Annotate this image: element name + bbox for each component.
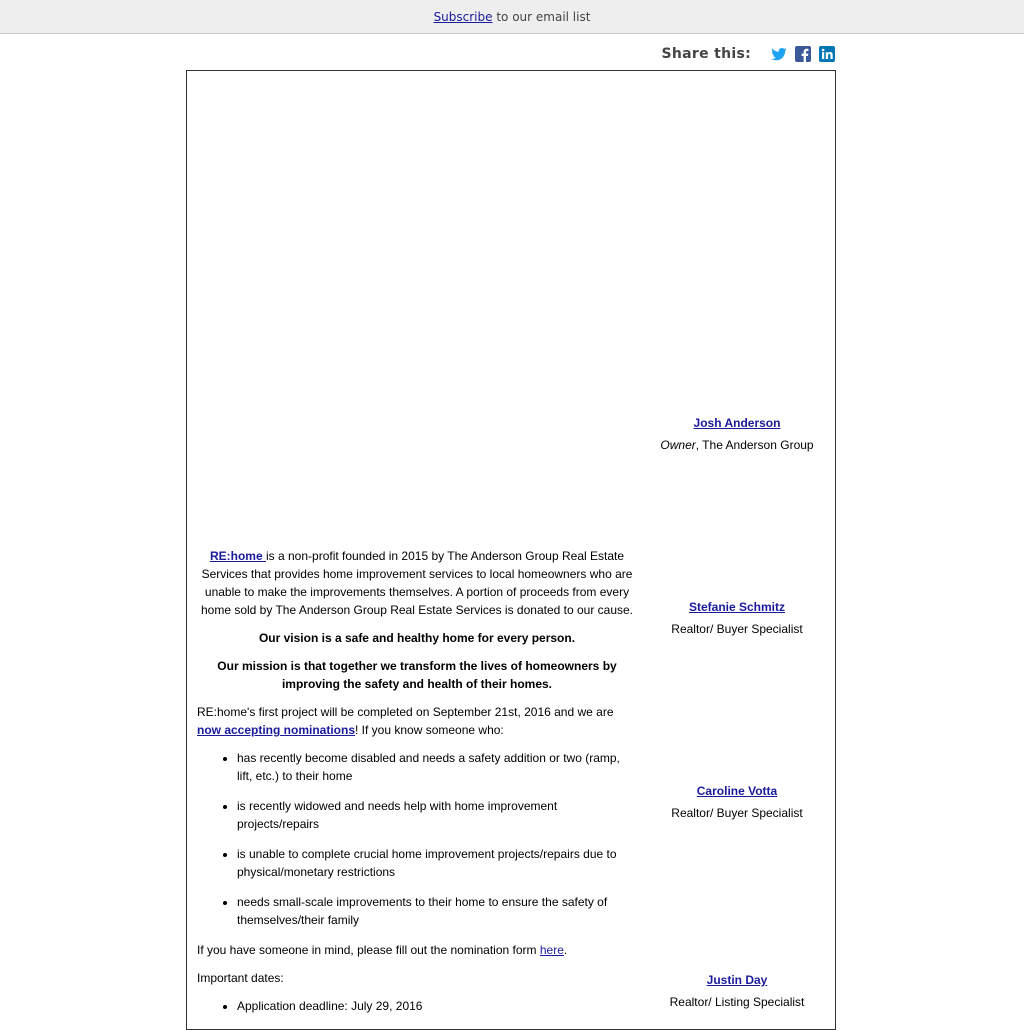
agent-card <box>647 412 827 456</box>
agent-name-link[interactable]: Justin Day <box>706 973 768 987</box>
agent-title <box>647 991 827 1013</box>
agent-title-italic: Owner <box>660 438 696 452</box>
vision-statement: Our vision is a safe and healthy home for every person. <box>258 631 576 645</box>
list-item: • has recently become disabled and needs a safety addition or two (ramp, lift, etc.) to their home <box>237 749 637 785</box>
dates-list <box>197 997 637 1015</box>
project-text-before: RE:home's first project will be completed on September 21st, 2016 and we are <box>197 705 614 719</box>
list-item: • is recently widowed and needs help with home improvement projects/repairs <box>237 797 637 833</box>
agent-name-link[interactable]: Josh Anderson <box>693 416 781 430</box>
agent-card <box>647 969 827 1013</box>
list-item: • Application deadline: July 29, 2016 <box>237 997 637 1015</box>
project-text-after: ! If you know someone who: <box>355 723 504 737</box>
subscribe-bar <box>0 0 1024 34</box>
newsletter-body <box>186 70 836 1030</box>
agent-title <box>647 618 827 640</box>
subscribe-text: to our email list <box>492 10 591 24</box>
agent-title-text: Realtor/ Buyer Specialist <box>671 622 803 636</box>
mission-statement: Our mission is that together we transform the lives of homeowners by improving the safety and health of their homes. <box>217 659 617 691</box>
agent-name-link[interactable]: Caroline Votta <box>696 784 778 798</box>
rehome-link[interactable]: RE:home <box>209 549 266 563</box>
agent-card <box>647 596 827 640</box>
nomination-paragraph <box>197 941 637 959</box>
list-item: • needs small-scale improvements to their home to ensure the safety of themselves/their family <box>237 893 637 929</box>
list-item: • is unable to complete crucial home improvement projects/repairs due to physical/monetary restrictions <box>237 845 637 881</box>
share-label: Share this: <box>661 46 751 62</box>
agent-title-text: Realtor/ Listing Specialist <box>669 995 805 1009</box>
facebook-icon[interactable] <box>795 46 811 62</box>
twitter-icon[interactable] <box>771 46 787 62</box>
nomination-text-after: . <box>563 943 568 957</box>
agent-card <box>647 780 827 824</box>
agent-name-link[interactable]: Stefanie Schmitz <box>688 600 786 614</box>
criteria-list <box>197 749 637 929</box>
agent-title-text: Realtor/ Buyer Specialist <box>671 806 803 820</box>
nomination-text-before: If you have someone in mind, please fill out the nomination form <box>197 943 540 957</box>
nomination-form-link[interactable]: here <box>539 943 564 957</box>
agent-title-text: , The Anderson Group <box>695 438 814 452</box>
agent-title <box>647 802 827 824</box>
dates-heading: Important dates: <box>197 971 284 985</box>
intro-text: is a non-profit founded in 2015 by The Anderson Group Real Estate Services that provides home improvement services to local homeowners who are unable to make the improvements themselves. A portion of proceeds from every home sold by The Anderson Group Real Estate Services is donated to our cause. <box>200 549 634 617</box>
project-paragraph <box>197 703 637 739</box>
agent-title <box>647 434 827 456</box>
intro-paragraph <box>197 547 637 619</box>
main-column <box>197 547 637 1027</box>
share-bar <box>662 43 835 65</box>
nominations-link[interactable]: now accepting nominations <box>197 723 356 737</box>
subscribe-link[interactable]: Subscribe <box>433 10 493 24</box>
linkedin-icon[interactable] <box>819 46 835 62</box>
